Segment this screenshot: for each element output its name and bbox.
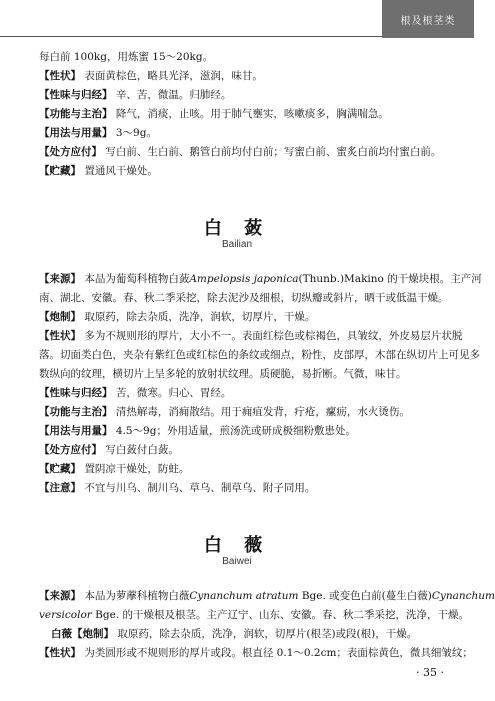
text-line: 每白前 100kg，用炼蜜 15～20kg。 — [39, 51, 214, 63]
text-line: 【处方应付】 写白前、生白前、鹅管白前均付白前；写蜜白前、蜜炙白前均付蜜白前。 — [39, 146, 442, 158]
text-line: 【性味与归经】 苦，微寒。归心、胃经。 — [39, 387, 232, 399]
header-rule — [0, 36, 382, 37]
text-line: 【来源】 本品为萝藦科植物白薇Cynanchum atratum Bge. 或变色白前(蔓生白薇)Cynanchum — [39, 590, 495, 602]
text-line: 【性状】 为类圆形或不规则形的厚片或段。根直径 0.1～0.2cm；表面棕黄色，微具细皱纹； — [39, 647, 473, 659]
section-pinyin: Baiwei — [222, 556, 252, 567]
text-line: 落。切面类白色，夹杂有紫红色或红棕色的条纹或细点，粉性，皮部厚，木部在纵切片上可见多 — [39, 349, 480, 361]
text-line: 【功能与主治】 清热解毒，消痈散结。用于痈疽发背，疔疮，瘰疬，水火烫伤。 — [39, 406, 410, 418]
text-line: 【来源】 本品为葡萄科植物白蔹Ampelopsis japonica(Thunb.)Makino 的干燥块根。主产河 — [39, 273, 482, 285]
text-line: 【性味与归经】 辛、苦，微温。归肺经。 — [39, 89, 232, 101]
section-pinyin: Bailian — [221, 239, 253, 250]
text-line: 【性状】 表面黄棕色，略具光泽，滋润，味甘。 — [39, 70, 263, 82]
text-line: 【功能与主治】 降气，消痰，止咳。用于肺气壅实，咳嗽痰多，胸满喘急。 — [39, 108, 389, 120]
text-line: 数纵向的纹理，横切片上呈多轮的放射状纹理。质硬脆，易折断。气微，味甘。 — [39, 368, 407, 380]
text-line: 【注意】 不宜与川乌、制川乌、草乌、制草乌、附子同用。 — [39, 482, 316, 494]
section-title: 白 蔹 — [203, 218, 271, 239]
page-number: · 35 · — [416, 666, 444, 679]
text-line: 【用法与用量】 4.5～9g；外用适量，煎汤洗或研成极细粉敷患处。 — [39, 425, 356, 437]
text-line: 【炮制】 取原药，除去杂质，洗净，润软，切厚片，干燥。 — [39, 311, 316, 323]
text-line: 南、湖北、安徽。春、秋二季采挖，除去泥沙及细根，切纵瓣或斜片，晒干或低温干燥。 — [39, 292, 449, 304]
text-line: versicolor Bge. 的干燥根及根茎。主产辽宁、山东、安徽。春、秋二季采挖，洗净，干燥。 — [39, 609, 469, 621]
section-title: 白 薇 — [203, 535, 271, 556]
text-line: 白薇【炮制】 取原药，除去杂质，洗净，润软，切厚片(根茎)或段(根)，干燥。 — [51, 628, 418, 640]
running-header: 根及根茎类 — [382, 0, 474, 38]
text-line: 【贮藏】 置通风干燥处。 — [39, 165, 158, 177]
text-line: 【贮藏】 置阴凉干燥处，防蛀。 — [39, 463, 190, 475]
text-line: 【处方应付】 写白蔹付白蔹。 — [39, 444, 179, 456]
text-line: 【用法与用量】 3～9g。 — [39, 127, 157, 139]
text-line: 【性状】 多为不规则形的厚片，大小不一。表面红棕色或棕褐色，具皱纹，外皮易层片状脱 — [39, 330, 463, 342]
